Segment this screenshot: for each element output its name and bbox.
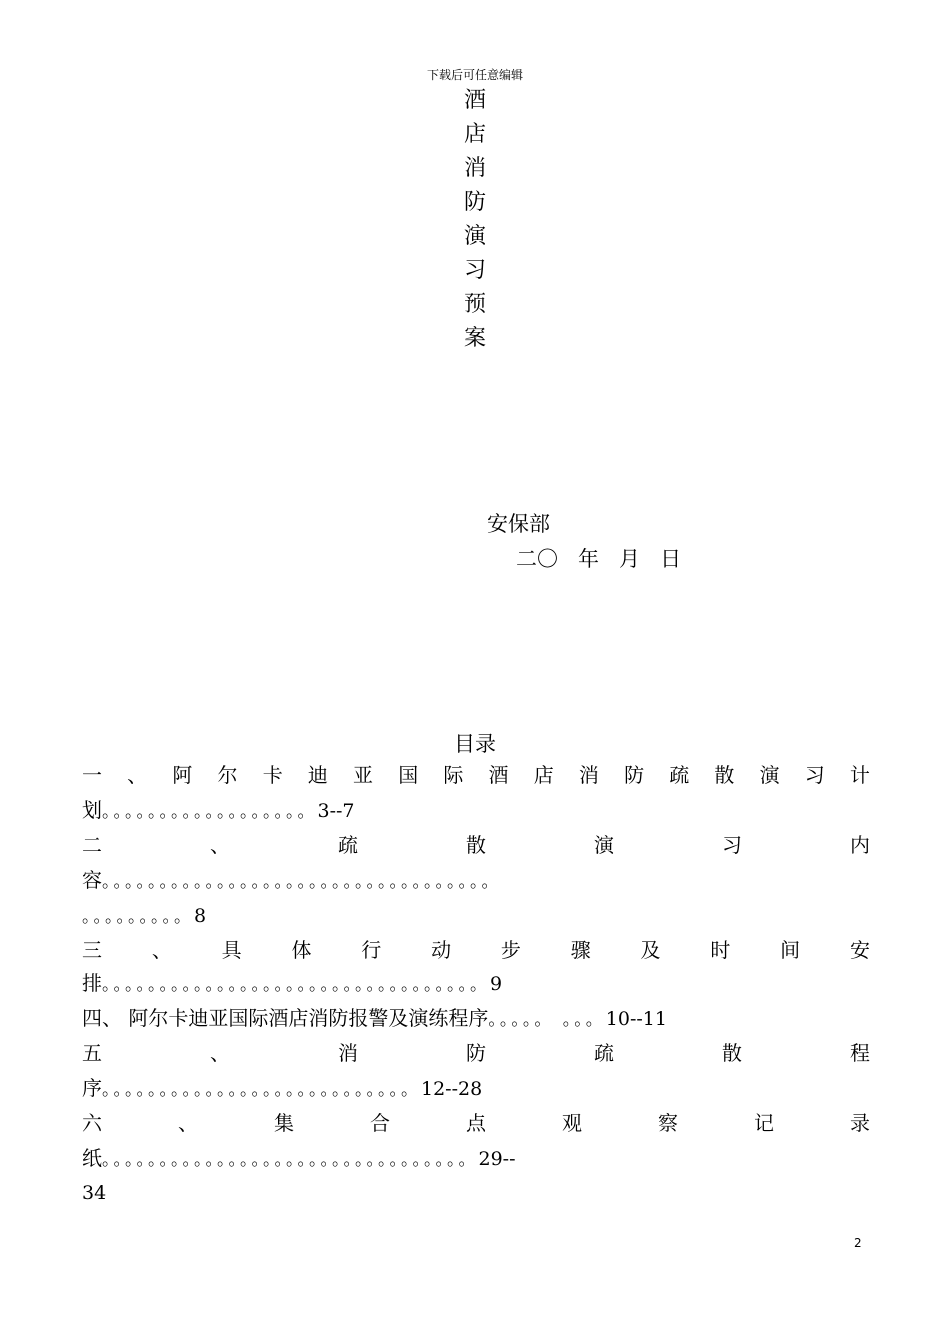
toc-char: 记 bbox=[754, 1111, 774, 1135]
page-number: 2 bbox=[854, 1236, 862, 1250]
toc-char: 国 bbox=[398, 763, 419, 787]
cover-title-char: 习 bbox=[463, 258, 486, 283]
toc-char: 时 bbox=[710, 938, 731, 962]
toc-char: 防 bbox=[624, 763, 645, 787]
toc-char: 程 bbox=[850, 1041, 870, 1065]
toc-char: 观 bbox=[562, 1111, 582, 1135]
toc-char: 体 bbox=[291, 938, 312, 962]
toc-char: 酒 bbox=[488, 763, 509, 787]
toc-char: 亚 bbox=[353, 763, 374, 787]
cover-title-char: 预 bbox=[463, 292, 486, 317]
toc-item-1-label[interactable] bbox=[82, 760, 870, 790]
toc-leaders: 。。。。。。。。。。。。。。。。。。。。。。。。。。。。。。。。 bbox=[102, 1150, 479, 1170]
cover-title-char: 消 bbox=[463, 156, 486, 181]
toc-char: 、 bbox=[210, 833, 230, 857]
toc-char: 集 bbox=[274, 1111, 294, 1135]
toc-item-3-label[interactable] bbox=[82, 935, 870, 965]
toc-char: 散 bbox=[722, 1041, 742, 1065]
toc-item-2-leader-line-2[interactable] bbox=[82, 900, 870, 930]
toc-item-1-cont: 划 bbox=[82, 798, 102, 822]
toc-char: 、 bbox=[178, 1111, 198, 1135]
toc-char: 散 bbox=[466, 833, 486, 857]
toc-char: 演 bbox=[594, 833, 614, 857]
toc-char: 安 bbox=[849, 938, 870, 962]
cover-title-char: 酒 bbox=[463, 88, 486, 113]
toc-item-2-label[interactable] bbox=[82, 830, 870, 860]
toc-char: 尔 bbox=[217, 763, 238, 787]
toc-char: 际 bbox=[443, 763, 464, 787]
toc-item-1-page: 3--7 bbox=[317, 800, 355, 822]
toc-leaders: 。。。。。。。。。。。。。。。。。。。。。。。。。。。。。。。。。 bbox=[102, 975, 490, 995]
toc-char: 内 bbox=[850, 833, 870, 857]
toc-item-6-page-line[interactable] bbox=[82, 1177, 870, 1207]
toc-char: 演 bbox=[759, 763, 780, 787]
toc-char: 合 bbox=[370, 1111, 390, 1135]
toc-char: 一 bbox=[82, 763, 102, 787]
toc-char: 点 bbox=[466, 1111, 486, 1135]
toc-char: 、 bbox=[151, 938, 172, 962]
toc-char: 、 bbox=[210, 1041, 230, 1065]
toc-char: 骤 bbox=[570, 938, 591, 962]
toc-char: 卡 bbox=[262, 763, 283, 787]
toc-item-3-leader-line[interactable] bbox=[82, 968, 870, 998]
toc-item-5-cont: 序 bbox=[82, 1076, 102, 1100]
cover-title-char: 案 bbox=[463, 326, 486, 351]
toc-item-4-page: 10--11 bbox=[605, 1008, 667, 1030]
toc-char: 疏 bbox=[669, 763, 690, 787]
toc-char: 及 bbox=[640, 938, 661, 962]
cover-title-char: 防 bbox=[463, 190, 486, 215]
toc-leaders: 。。。。。。。。。。。。。。。。。。。。。。。。。。。 bbox=[102, 1080, 421, 1100]
toc-char: 防 bbox=[466, 1041, 486, 1065]
toc-char: 散 bbox=[714, 763, 735, 787]
toc-char: 动 bbox=[431, 938, 452, 962]
cover-title-char: 店 bbox=[463, 122, 486, 147]
toc-title: 目录 bbox=[454, 732, 496, 756]
toc-char: 五 bbox=[82, 1041, 102, 1065]
toc-item-3-page: 9 bbox=[490, 973, 503, 995]
toc-item-2-cont: 容 bbox=[82, 868, 102, 892]
toc-leaders: 。。。。。。。。。。。。。。。。。。 bbox=[102, 802, 318, 822]
toc-char: 迪 bbox=[307, 763, 328, 787]
toc-char: 阿 bbox=[172, 763, 193, 787]
toc-item-4[interactable] bbox=[82, 1003, 870, 1033]
toc-char: 录 bbox=[850, 1111, 870, 1135]
toc-char: 习 bbox=[722, 833, 742, 857]
toc-char: 计 bbox=[849, 763, 870, 787]
download-note: 下载后可任意编辑 bbox=[426, 68, 523, 82]
toc-char: 行 bbox=[361, 938, 382, 962]
department-name: 安保部 bbox=[487, 512, 550, 536]
toc-item-5-leader-line[interactable] bbox=[82, 1073, 870, 1103]
cover-title-char: 演 bbox=[463, 224, 486, 249]
toc-item-2-page: 8 bbox=[194, 905, 207, 927]
toc-item-1-leader-line[interactable] bbox=[82, 795, 870, 825]
toc-item-6-leader-line[interactable] bbox=[82, 1143, 870, 1173]
toc-char: 消 bbox=[338, 1041, 358, 1065]
toc-leaders: 。。。。。。。。。。。。。。。。。。。。。。。。。。。。。。。。。。 bbox=[102, 872, 502, 892]
toc-char: 间 bbox=[780, 938, 801, 962]
toc-item-6-page-cont: 34 bbox=[82, 1182, 107, 1204]
toc-item-5-label[interactable] bbox=[82, 1038, 870, 1068]
toc-char: 察 bbox=[658, 1111, 678, 1135]
toc-item-6-label[interactable] bbox=[82, 1108, 870, 1138]
toc-char: 疏 bbox=[338, 833, 358, 857]
toc-char: 店 bbox=[533, 763, 554, 787]
cover-title bbox=[440, 84, 510, 356]
toc-char: 习 bbox=[804, 763, 825, 787]
toc-char: 二 bbox=[82, 833, 102, 857]
toc-char: 、 bbox=[127, 763, 148, 787]
toc-char: 三 bbox=[82, 938, 102, 962]
toc-item-4-label: 四、 阿尔卡迪亚国际酒店消防报警及演练程序 bbox=[82, 1006, 489, 1030]
toc-leaders: 。。。。。。。。。 bbox=[82, 907, 194, 927]
toc-leaders: 。。。。。 。。。 bbox=[488, 1010, 606, 1030]
toc-item-5-page: 12--28 bbox=[421, 1078, 483, 1100]
toc-item-2-leader-line[interactable] bbox=[82, 865, 870, 895]
toc-char: 疏 bbox=[594, 1041, 614, 1065]
toc-char: 六 bbox=[82, 1111, 102, 1135]
toc-char: 消 bbox=[578, 763, 599, 787]
toc-item-6-page: 29-- bbox=[478, 1148, 516, 1170]
date-line: 二〇 年 月 日 bbox=[516, 547, 682, 571]
toc-item-6-cont: 纸 bbox=[82, 1146, 102, 1170]
toc-char: 具 bbox=[221, 938, 242, 962]
toc-item-3-cont: 排 bbox=[82, 971, 102, 995]
toc-char: 步 bbox=[500, 938, 521, 962]
